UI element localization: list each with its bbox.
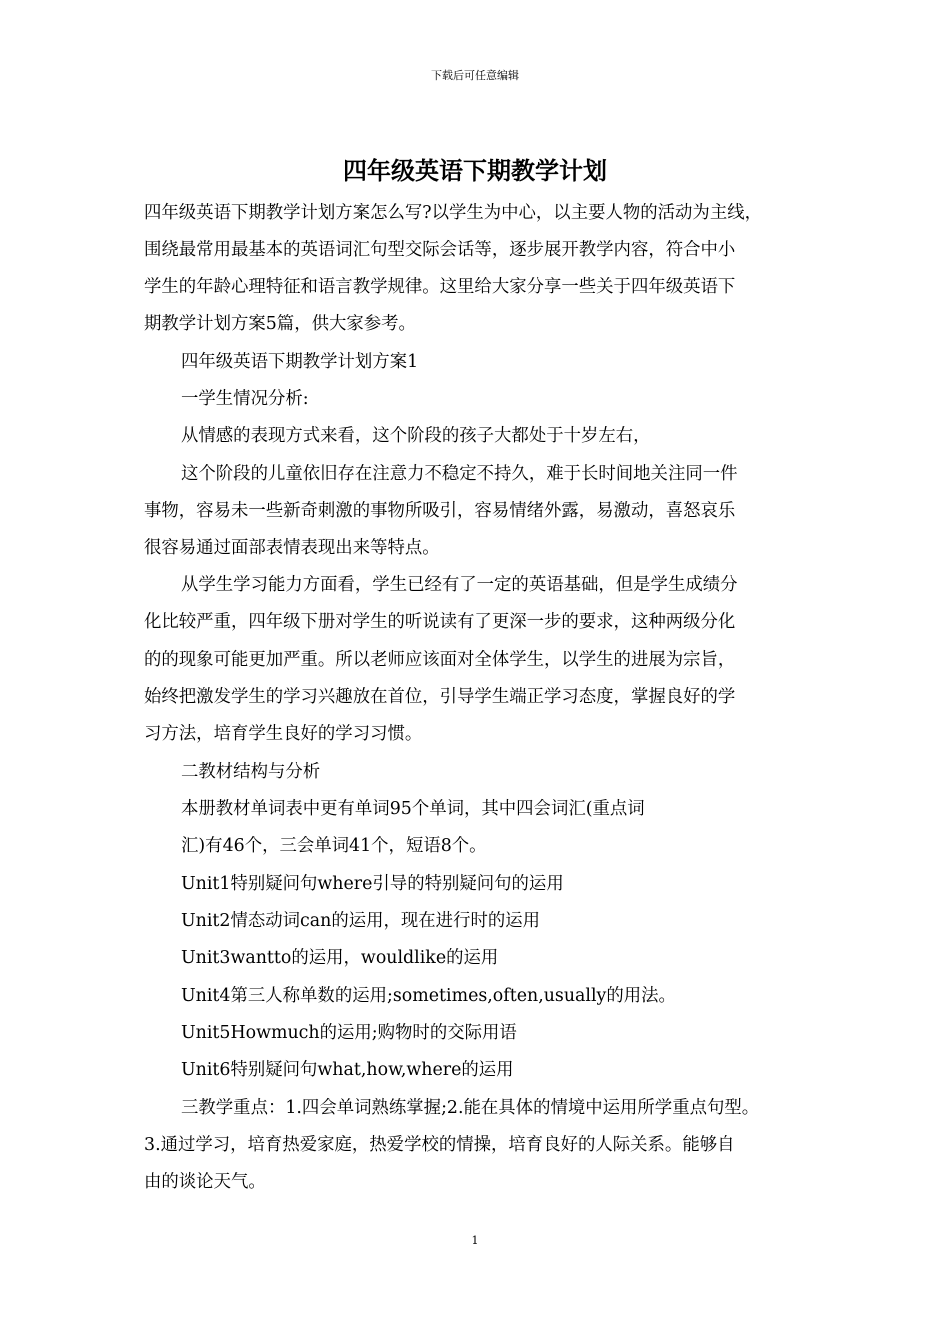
unit-line: Unit2情态动词can的运用，现在进行时的运用 — [181, 911, 541, 931]
body-line: 汇)有46个，三会单词41个，短语8个。 — [181, 836, 487, 856]
section-heading: 二教材结构与分析 — [181, 762, 321, 782]
body-line: 始终把激发学生的学习兴趣放在首位，引导学生端正学习态度，掌握良好的学 — [144, 687, 736, 707]
document-title: 四年级英语下期教学计划 — [343, 157, 607, 185]
page-number: 1 — [471, 1234, 479, 1247]
body-line: 化比较严重，四年级下册对学生的听说读有了更深一步的要求，这种两级分化 — [144, 612, 736, 632]
body-line: 这个阶段的儿童依旧存在注意力不稳定不持久，难于长时间地关注同一件 — [181, 464, 738, 484]
section-heading: 三教学重点：1.四会单词熟练掌握;2.能在具体的情境中运用所学重点句型。 — [181, 1098, 760, 1118]
body-line: 期教学计划方案5篇，供大家参考。 — [144, 314, 416, 334]
body-line: 围绕最常用最基本的英语词汇句型交际会话等，逐步展开教学内容，符合中小 — [144, 240, 736, 260]
section-heading: 一学生情况分析: — [181, 389, 309, 409]
body-line: 从学生学习能力方面看，学生已经有了一定的英语基础，但是学生成绩分 — [181, 575, 738, 595]
body-line: 的的现象可能更加严重。所以老师应该面对全体学生，以学生的进展为宗旨， — [144, 650, 736, 670]
body-line: 3.通过学习，培育热爱家庭，热爱学校的情操，培育良好的人际关系。能够自 — [144, 1135, 735, 1155]
body-line: 由的谈论天气。 — [144, 1172, 266, 1192]
body-line: 习方法，培育学生良好的学习习惯。 — [144, 724, 423, 744]
unit-line: Unit1特别疑问句where引导的特别疑问句的运用 — [181, 874, 564, 894]
body-line: 学生的年龄心理特征和语言教学规律。这里给大家分享一些关于四年级英语下 — [144, 277, 736, 297]
unit-line: Unit3wantto的运用，wouldlike的运用 — [181, 948, 499, 968]
unit-line: Unit6特别疑问句what,how,where的运用 — [181, 1060, 514, 1080]
body-line: 本册教材单词表中更有单词95个单词，其中四会词汇(重点词 — [181, 799, 645, 819]
body-line: 事物，容易未一些新奇刺激的事物所吸引，容易情绪外露，易激动，喜怒哀乐 — [144, 501, 736, 521]
section-heading: 四年级英语下期教学计划方案1 — [181, 352, 419, 372]
unit-line: Unit4第三人称单数的运用;sometimes,often,usually的用法。 — [181, 986, 676, 1006]
body-line: 很容易通过面部表情表现出来等特点。 — [144, 538, 440, 558]
unit-line: Unit5Howmuch的运用;购物时的交际用语 — [181, 1023, 517, 1043]
body-line: 四年级英语下期教学计划方案怎么写?以学生为中心，以主要人物的活动为主线， — [144, 203, 762, 223]
page-header: 下载后可任意编辑 — [431, 69, 519, 82]
body-line: 从情感的表现方式来看，这个阶段的孩子大都处于十岁左右， — [181, 426, 651, 446]
